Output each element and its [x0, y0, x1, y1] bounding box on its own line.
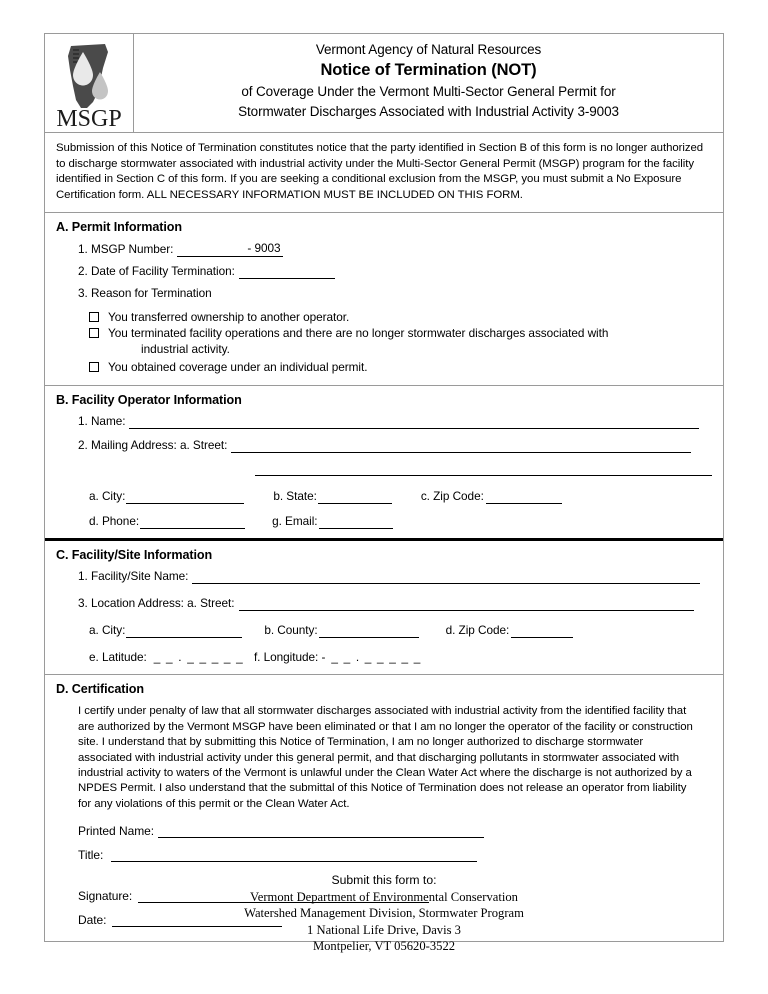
section-a-title: A. Permit Information	[56, 220, 182, 235]
logo-cell	[45, 34, 134, 132]
form-header	[45, 34, 723, 133]
submit-instruction: Submit this form to:	[331, 873, 437, 887]
signature-label: Signature:	[78, 889, 133, 904]
facility-latitude-input[interactable]: _ _ . _ _ _ _ _	[153, 650, 244, 665]
intro-paragraph: Submission of this Notice of Termination constitutes notice that the party identified in Section B of this form is no longer authorized to discharge stormwater associated with industrial activity under the Multi-Sector General Permit (MSGP) program for the facility identified in Section C of this form. If you are seeking a conditional exclusion from the MSGP, you must submit a No Exposure Certification form. ALL NECESSARY INFORMATION MUST BE INCLUDED ON THIS FORM.	[45, 133, 723, 213]
reason-for-termination-label: 3. Reason for Termination	[78, 286, 212, 301]
checkbox-label: You transferred ownership to another operator.	[108, 310, 350, 325]
submit-address-line: Vermont Department of Environmental Conservation	[250, 890, 518, 904]
facility-site-name-row	[56, 568, 712, 584]
termination-date-row	[56, 263, 712, 279]
section-a-permit-information	[45, 213, 723, 386]
facility-latlong-row	[56, 649, 712, 665]
facility-city-input[interactable]	[126, 625, 242, 638]
title-cell	[134, 34, 723, 132]
msgp-logo	[53, 38, 125, 130]
facility-county-input[interactable]	[319, 625, 419, 638]
facility-longitude-input[interactable]: _ _ . _ _ _ _ _	[331, 650, 422, 665]
reason-checkbox-item[interactable]	[56, 326, 712, 341]
agency-name: Vermont Agency of Natural Resources	[315, 42, 542, 57]
facility-street-input[interactable]	[239, 598, 694, 611]
section-d-title: D. Certification	[56, 682, 144, 697]
printed-name-label: Printed Name:	[78, 824, 155, 839]
reason-checkbox-item[interactable]	[56, 310, 712, 325]
section-b-title: B. Facility Operator Information	[56, 393, 242, 408]
submit-address-line: 1 National Life Drive, Davis 3	[307, 922, 461, 937]
operator-street-row-2	[56, 463, 712, 476]
facility-location-label: 3. Location Address: a. Street:	[78, 596, 235, 611]
operator-street-row	[56, 437, 712, 453]
facility-county-label: b. County:	[264, 623, 318, 638]
facility-city-label: a. City:	[89, 623, 126, 638]
submit-address-line: Watershed Management Division, Stormwater Program	[244, 906, 524, 921]
checkbox-label: You terminated facility operations and there are no longer stormwater discharges associated with	[108, 326, 609, 341]
checkbox-label: You obtained coverage under an individual permit.	[108, 360, 368, 375]
termination-date-input[interactable]	[239, 266, 335, 279]
section-b-operator-information	[45, 386, 723, 541]
checkbox-label-continuation: industrial activity.	[141, 342, 230, 357]
printed-name-input[interactable]	[158, 825, 484, 838]
termination-date-label: 2. Date of Facility Termination:	[78, 264, 235, 279]
reason-checkbox-item[interactable]	[56, 360, 712, 375]
operator-name-row	[56, 413, 712, 429]
operator-name-label: 1. Name:	[78, 414, 126, 429]
operator-city-input[interactable]	[126, 491, 244, 504]
operator-street-input-line2[interactable]	[255, 463, 712, 476]
title-row	[78, 848, 712, 862]
submit-address-line: Montpelier, VT 05620-3522	[312, 939, 456, 954]
operator-zip-input[interactable]	[486, 491, 562, 504]
operator-mailing-label: 2. Mailing Address: a. Street:	[78, 438, 228, 453]
operator-phone-label: d. Phone:	[89, 514, 140, 529]
certification-statement: I certify under penalty of law that all stormwater discharges associated with industrial activity from the identified facility that are authorized by the Vermont MSGP have been eliminated or that I am no longer the operator of the facility or construction site. I understand that by submitting this Notice of Termination, I am no longer authorized to discharge stormwater associated with industrial activity under this general permit, and that discharging pollutants in stormwater associated with industrial activity to waters of the Vermont is unlawful under the Clean Water Act where the discharge is not authorized by a NPDES Permit. I also understand that the submittal of this Notice of Termination does not release an operator from liability for any violations of this permit or the Clean Water Act.	[78, 705, 693, 810]
title-input[interactable]	[111, 849, 477, 862]
msgp-number-input[interactable]	[177, 244, 243, 257]
facility-zip-label: d. Zip Code:	[445, 623, 510, 638]
msgp-number-label: 1. MSGP Number:	[78, 242, 174, 257]
form-frame	[44, 33, 724, 942]
facility-latitude-label: e. Latitude:	[89, 650, 147, 665]
vermont-droplets-icon	[53, 38, 125, 130]
form-subtitle-line-1: of Coverage Under the Vermont Multi-Sector General Permit for	[241, 84, 616, 99]
form-footer	[0, 872, 768, 955]
facility-site-name-input[interactable]	[192, 571, 700, 584]
facility-city-county-zip-row	[56, 622, 712, 638]
operator-city-state-zip-row	[56, 488, 712, 504]
checkbox-terminated-operations[interactable]	[89, 328, 99, 338]
facility-site-name-label: 1. Facility/Site Name:	[78, 569, 189, 584]
date-label: Date:	[78, 913, 107, 928]
title-label: Title:	[78, 848, 104, 863]
operator-state-label: b. State:	[273, 489, 317, 504]
logo-wordmark: MSGP	[56, 106, 122, 130]
facility-longitude-label: f. Longitude: -	[253, 650, 326, 665]
facility-street-row	[56, 595, 712, 611]
printed-name-row	[78, 824, 712, 838]
operator-name-input[interactable]	[129, 416, 699, 429]
operator-phone-email-row	[56, 513, 712, 529]
section-c-title: C. Facility/Site Information	[56, 548, 213, 563]
msgp-number-row	[56, 240, 712, 257]
operator-phone-input[interactable]	[140, 516, 245, 529]
checkbox-individual-permit[interactable]	[89, 362, 99, 372]
reason-checkbox-list	[56, 310, 712, 375]
operator-email-label: g. Email:	[272, 514, 318, 529]
section-c-facility-information	[45, 541, 723, 675]
form-subtitle-line-2: Stormwater Discharges Associated with Industrial Activity 3-9003	[238, 104, 619, 119]
operator-street-input[interactable]	[231, 440, 691, 453]
operator-email-input[interactable]	[319, 516, 393, 529]
checkbox-transferred-ownership[interactable]	[89, 312, 99, 322]
operator-zip-label: c. Zip Code:	[420, 489, 484, 504]
msgp-number-suffix: - 9003	[243, 240, 282, 257]
reason-for-termination-row	[56, 285, 712, 301]
operator-city-label: a. City:	[89, 489, 126, 504]
form-title: Notice of Termination (NOT)	[320, 61, 537, 79]
operator-state-input[interactable]	[318, 491, 392, 504]
facility-zip-input[interactable]	[511, 625, 573, 638]
